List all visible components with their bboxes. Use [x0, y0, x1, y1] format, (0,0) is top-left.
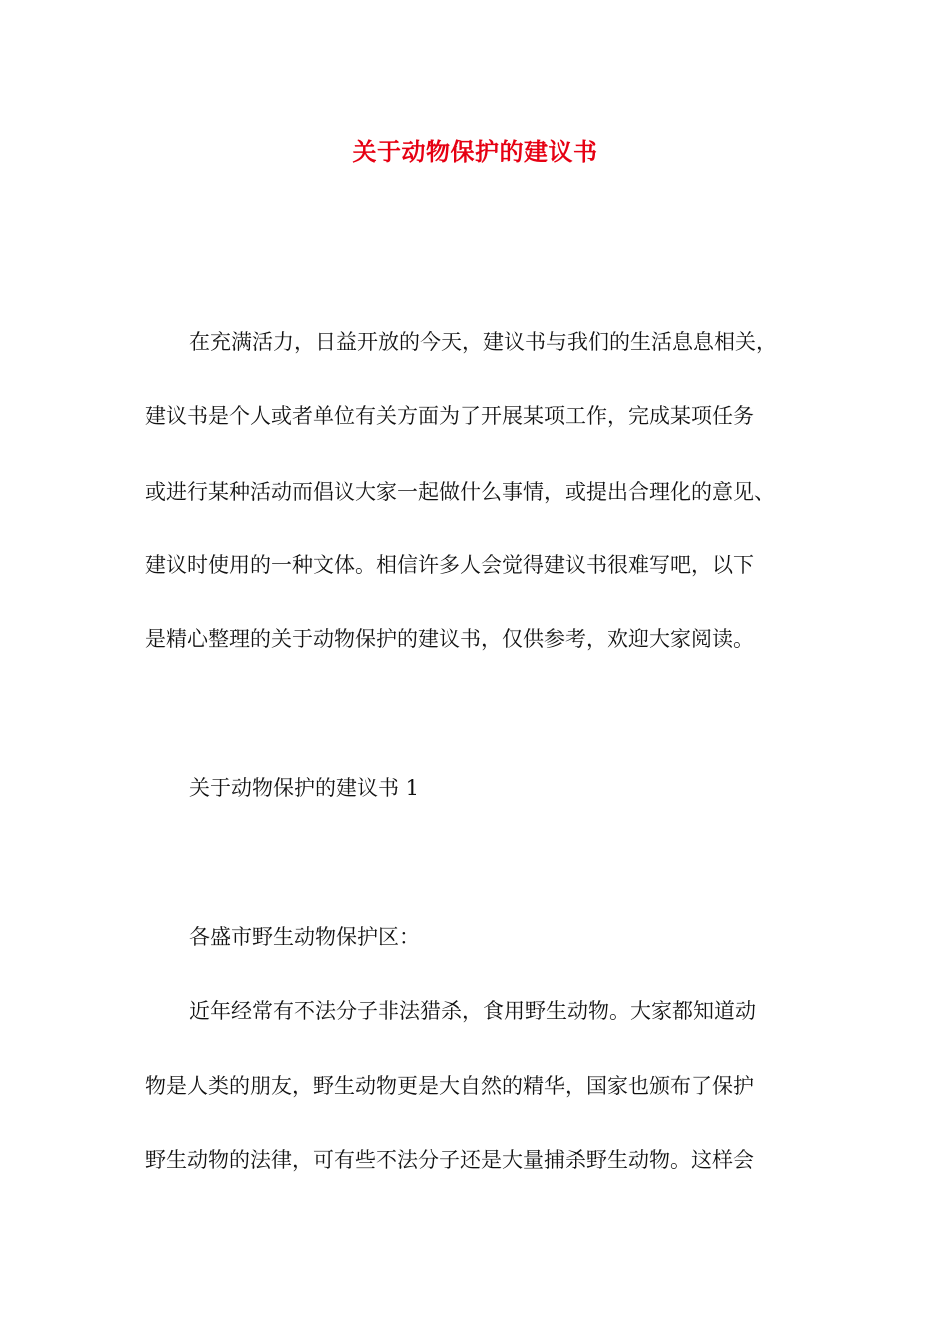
body-line-1: 近年经常有不法分子非法猎杀，食用野生动物。大家都知道动 [189, 999, 756, 1023]
intro-line-1: 在充满活力，日益开放的今天，建议书与我们的生活息息相关， [189, 330, 777, 354]
intro-line-5: 是精心整理的关于动物保护的建议书，仅供参考，欢迎大家阅读。 [145, 627, 754, 651]
salutation: 各盛市野生动物保护区： [189, 925, 420, 949]
intro-line-2: 建议书是个人或者单位有关方面为了开展某项工作，完成某项任务 [145, 404, 754, 428]
intro-line-3: 或进行某种活动而倡议大家一起做什么事情，或提出合理化的意见、 [145, 480, 775, 504]
document-title: 关于动物保护的建议书 [352, 138, 598, 166]
body-line-2: 物是人类的朋友，野生动物更是大自然的精华，国家也颁布了保护 [145, 1074, 754, 1098]
intro-line-4: 建议时使用的一种文体。相信许多人会觉得建议书很难写吧，以下 [145, 553, 754, 577]
body-line-3: 野生动物的法律，可有些不法分子还是大量捕杀野生动物。这样会 [145, 1148, 754, 1172]
section-heading: 关于动物保护的建议书 1 [189, 776, 420, 800]
